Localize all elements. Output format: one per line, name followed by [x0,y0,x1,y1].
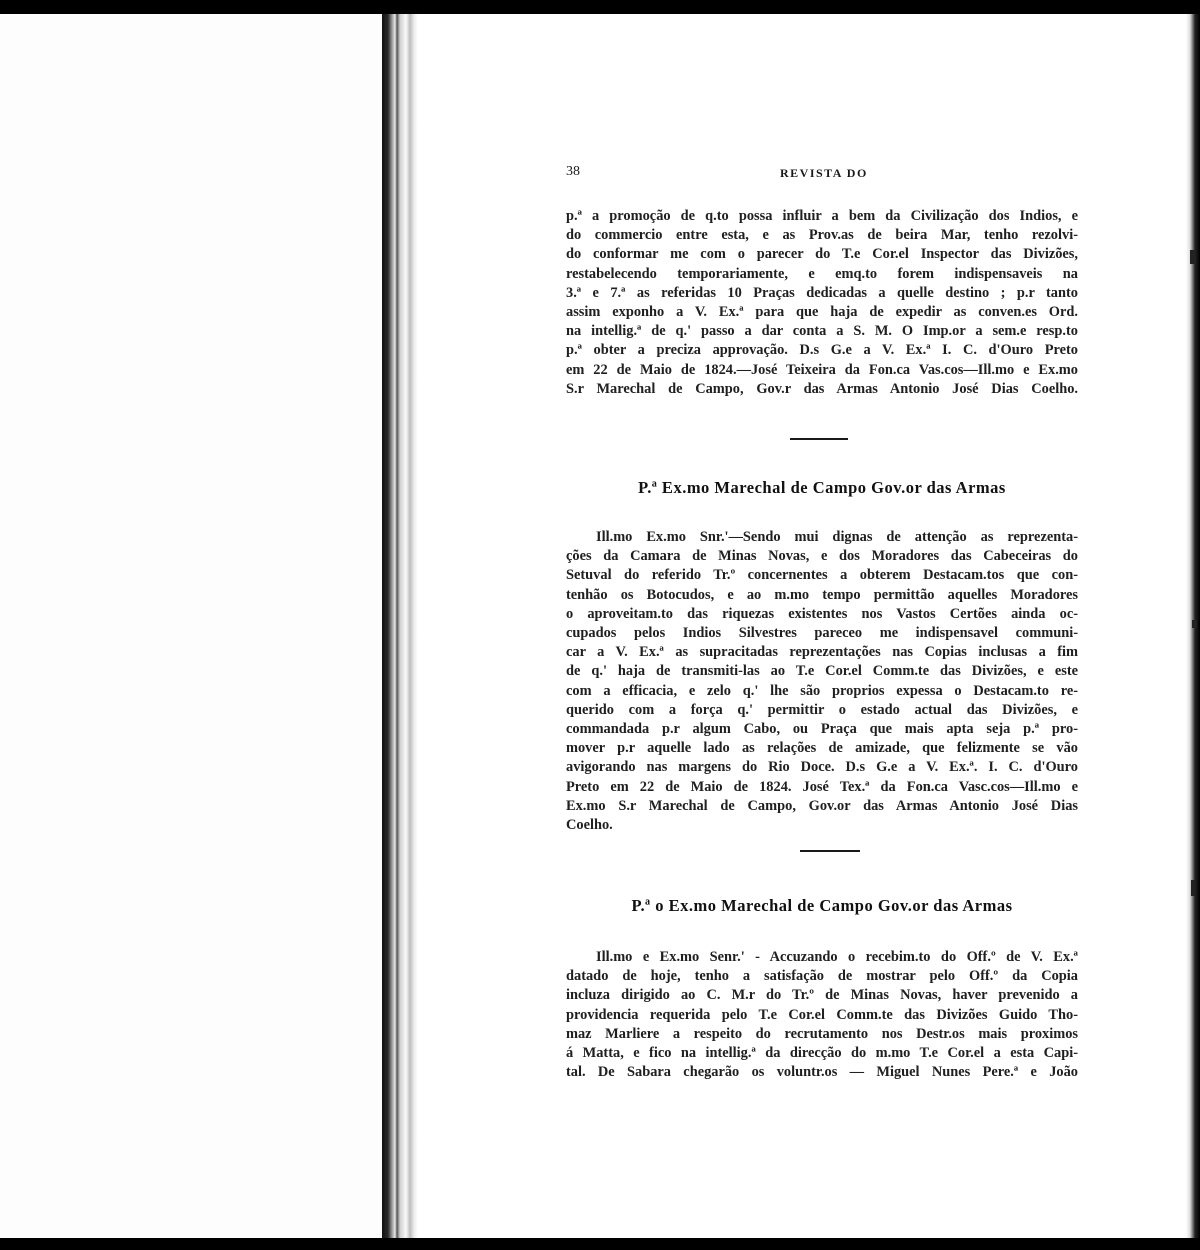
letter-1-body [566,207,1078,399]
text-line: Coelho. [566,817,613,834]
text-line: cupados pelos Indios Silvestres pareceo me indispensavel communi- [566,625,1078,642]
letter-3-body [566,948,1078,1082]
text-line: do conformar me com o parecer do T.e Cor.el Inspector das Divizões, [566,246,1078,263]
text-line: á Matta, e fico na intellig.ª da direcção do m.mo T.e Cor.el a esta Capi- [566,1045,1078,1062]
text-line: tenhão os Botocudos, e ao m.mo tempo permittão aquelles Moradores [566,586,1078,603]
text-line: datado de hoje, tenho a satisfação de mostrar pelo Off.º da Copia [566,968,1078,985]
text-line: o aproveitam.to das riquezas existentes nos Vastos Certões ainda oc- [566,605,1078,622]
text-line: com a efficacia, e zelo q.' lhe são proprios expessa o Destacam.to re- [566,682,1078,699]
letter-3-heading: P.ª o Ex.mo Marechal de Campo Gov.or das Armas [631,896,1013,915]
text-line: de q.' haja de transmiti-las ao T.e Cor.el Comm.te das Divizões, e este [566,663,1078,680]
section-divider [790,438,848,440]
text-line: Ill.mo e Ex.mo Senr.' - Accuzando o recebim.to do Off.º de V. Ex.ª [596,949,1078,965]
text-line: do commercio entre esta, e as Prov.as de beira Mar, tenho rezolvi- [566,227,1078,244]
text-line: p.ª obter a preciza approvação. D.s G.e a V. Ex.ª I. C. d'Ouro Preto [566,342,1078,359]
text-line: querido com a força q.' permittir o estado actual das Divizões, e [566,701,1078,718]
scan-speck [1190,250,1196,264]
text-line: Ex.mo S.r Marechal de Campo, Gov.or das Armas Antonio José Dias [566,797,1078,814]
text-line: maz Marliere a respeito do recrutamento nos Destr.os mais proximos [566,1025,1078,1042]
letter-2-body [566,528,1078,835]
text-line: incluza dirigido ao C. M.r do Tr.º de Minas Novas, haver prevenido a [566,987,1078,1004]
text-line: assim exponho a V. Ex.ª para que haja de expedir as conven.es Ord. [566,304,1078,321]
scan-border-bottom [0,1238,1200,1250]
scan-border-top [0,0,1200,14]
text-line: Preto em 22 de Maio de 1824. José Tex.ª da Fon.ca Vasc.cos—Ill.mo e [566,778,1078,795]
text-line: na intellig.ª de q.' passo a dar conta a S. M. O Imp.or a sem.e resp.to [566,323,1078,340]
text-line: em 22 de Maio de 1824.—José Teixeira da Fon.ca Vas.cos—Ill.mo e Ex.mo [566,361,1078,378]
text-line: mover p.r aquelle lado as relações de amizade, que felizmente se vão [566,740,1078,757]
text-line: Setuval do referido Tr.º concernentes a obterem Destacam.tos que con- [566,567,1078,584]
text-line: ções da Camara de Minas Novas, e dos Moradores das Cabeceiras do [566,548,1078,565]
text-line: restabelecendo temporariamente, e emq.to forem indispensaveis na [566,265,1078,282]
text-line: p.ª a promoção de q.to possa influir a bem da Civilização dos Indios, e [566,208,1078,224]
running-title: REVISTA DO [780,166,868,180]
scan-speck [1191,880,1195,896]
text-line: tal. De Sabara chegarão os voluntr.os — Miguel Nunes Pere.ª e João [566,1064,1078,1081]
text-line: S.r Marechal de Campo, Gov.r das Armas Antonio José Dias Coelho. [566,380,1078,397]
text-line: 3.ª e 7.ª as referidas 10 Praças dedicadas a quelle destino ; p.r tanto [566,284,1078,301]
section-divider [800,850,860,852]
scan-speck [1192,620,1197,628]
page-number: 38 [566,164,580,179]
blank-left-page [0,14,382,1238]
book-gutter [382,14,418,1238]
text-line: car a V. Ex.ª as supracitadas reprezentações nas Copias inclusas a fim [566,644,1078,661]
running-header [566,164,1078,184]
text-line: Ill.mo Ex.mo Snr.'—Sendo mui dignas de attenção as reprezenta- [596,529,1078,545]
text-line: providencia requerida pelo T.e Cor.el Comm.te das Divizões Guido Tho- [566,1006,1078,1023]
text-line: commandada p.r algum Cabo, ou Praça que mais apta seja p.ª pro- [566,721,1078,738]
text-line: avigorando nas margens do Rio Doce. D.s G.e a V. Ex.ª. I. C. d'Ouro [566,759,1078,776]
letter-2-heading: P.ª Ex.mo Marechal de Campo Gov.or das Armas [638,478,1006,497]
